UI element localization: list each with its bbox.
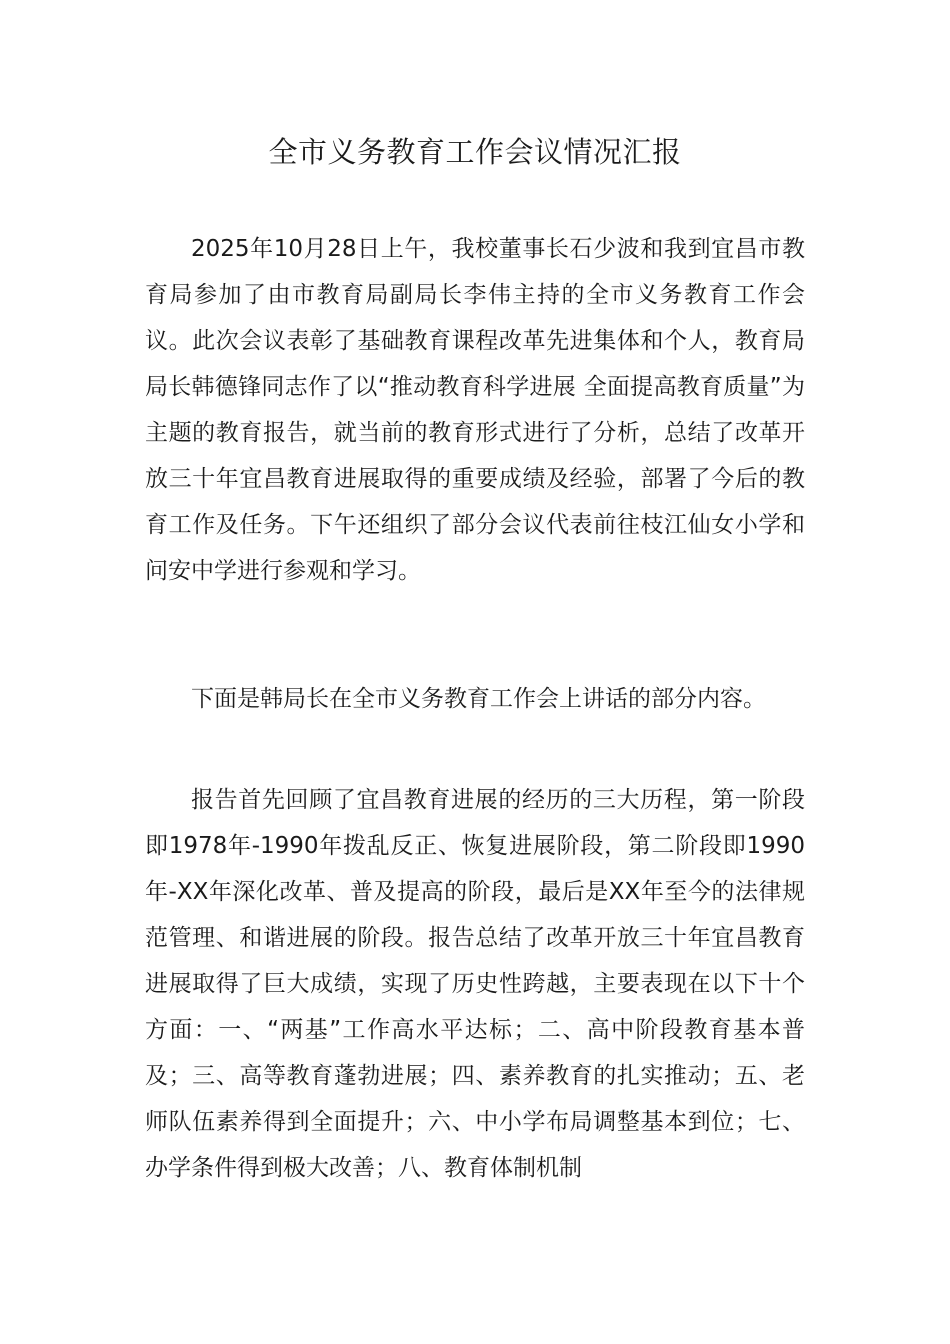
paragraph-meeting-summary: 2025年10月28日上午，我校董事长石少波和我到宜昌市教育局参加了由市教育局副局长李伟主持的全市义务教育工作会议。此次会议表彰了基础教育课程改革先进集体和个人，教育局局长韩德锋同志作了以“推动教育科学进展 全面提高教育质量”为主题的教育报告，就当前的教育形式进行了分析，总结了改革开放三十年宜昌教育进展取得的重要成绩及经验，部署了今后的教育工作及任务。下午还组织了部分会议代表前往枝江仙女小学和问安中学进行参观和学习。 [145,236,805,584]
paragraph-speech-intro: 下面是韩局长在全市义务教育工作会上讲话的部分内容。 [191,686,766,712]
document-title: 全市义务教育工作会议情况汇报 [268,135,682,169]
paragraph-report-content: 报告首先回顾了宜昌教育进展的经历的三大历程，第一阶段即1978年-1990年拨乱反正、恢复进展阶段，第二阶段即1990年-XX年深化改革、普及提高的阶段，最后是XX年至今的法律规范管理、和谐进展的阶段。报告总结了改革开放三十年宜昌教育进展取得了巨大成绩，实现了历史性跨越，主要表现在以下十个方面：一、“两基”工作高水平达标；二、高中阶段教育基本普及；三、高等教育蓬勃进展；四、素养教育的扎实推动；五、老师队伍素养得到全面提升；六、中小学布局调整基本到位；七、办学条件得到极大改善；八、教育体制机制 [145,787,805,1181]
